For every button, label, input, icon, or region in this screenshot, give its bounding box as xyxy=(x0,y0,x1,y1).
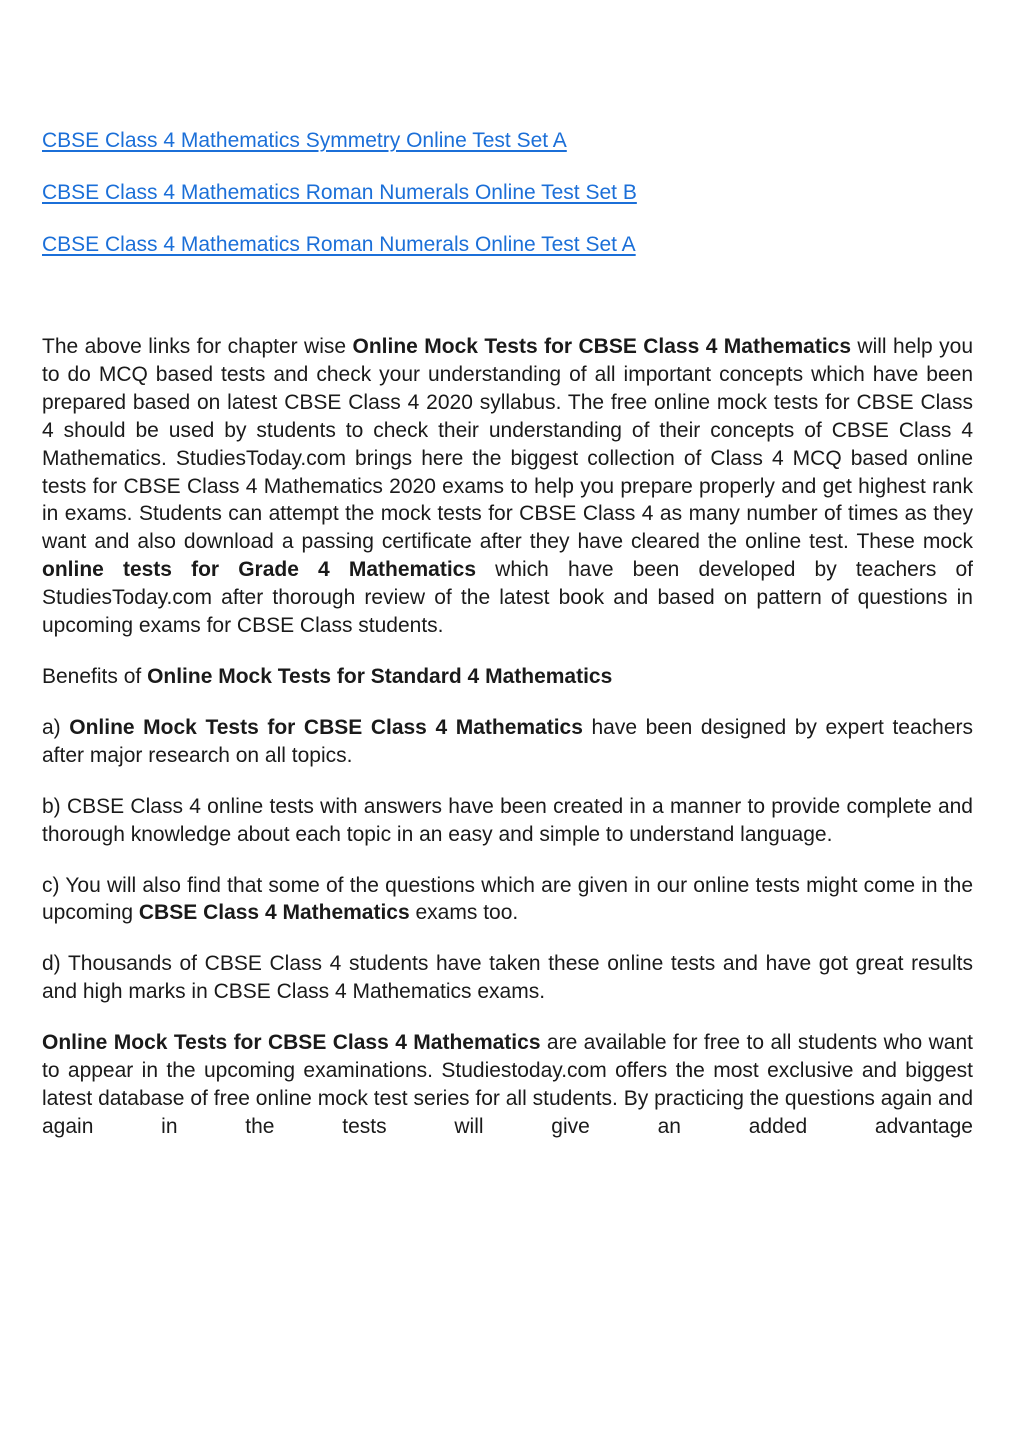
intro-text-2: will help you to do MCQ based tests and check your understanding of all important concepts which have been prepared based on latest CBSE Class 4 2020 syllabus. The free online mock tests for CBSE Class 4 should be used by students to check their understanding of their concepts of CBSE Class 4 Mathematics. StudiesToday.com brings here the biggest collection of Class 4 MCQ based online tests for CBSE Class 4 Mathematics 2020 exams to help you prepare properly and get highest rank in exams. Students can attempt the mock tests for CBSE Class 4 as many number of times as they want and also download a passing certificate after they have cleared the online test. These mock xyxy=(42,335,973,554)
intro-text-3: which have been developed by teachers of StudiesToday.com after thorough review of the latest book and based on pattern of questions in upcoming exams for CBSE Class students. xyxy=(42,558,973,638)
intro-bold-1: Online Mock Tests for CBSE Class 4 Mathematics xyxy=(352,335,852,358)
point-c-text-1: c) You will also find that some of the questions which are given in our online tests might come in the upcoming xyxy=(42,873,973,925)
point-a-paragraph xyxy=(42,714,973,770)
closing-paragraph xyxy=(42,1029,973,1141)
point-b-paragraph xyxy=(42,793,973,849)
benefits-text: Benefits of xyxy=(42,664,148,688)
intro-bold-2: online tests for Grade 4 Mathematics xyxy=(42,558,477,582)
point-c-text-2: exams too. xyxy=(409,901,519,925)
link-roman-numerals-set-b[interactable]: CBSE Class 4 Mathematics Roman Numerals Online Test Set B xyxy=(42,181,637,204)
benefits-heading xyxy=(42,663,973,691)
intro-paragraph xyxy=(42,333,973,640)
test-links-list xyxy=(42,124,973,262)
point-a-bold: Online Mock Tests for CBSE Class 4 Mathematics xyxy=(69,715,583,739)
point-c-paragraph xyxy=(42,872,973,928)
point-d-text: d) Thousands of CBSE Class 4 students have taken these online tests and have got great results and high marks in CBSE Class 4 Mathematics exams. xyxy=(42,952,973,1004)
point-a-text-1: a) xyxy=(42,715,70,739)
document-page xyxy=(42,124,973,1141)
benefits-bold: Online Mock Tests for Standard 4 Mathematics xyxy=(147,664,613,688)
intro-text-1: The above links for chapter wise xyxy=(42,335,353,358)
point-a-text-2: have been designed by expert teachers after major research on all topics. xyxy=(42,715,973,767)
closing-bold: Online Mock Tests for CBSE Class 4 Mathematics xyxy=(42,1031,541,1055)
link-symmetry-set-a[interactable]: CBSE Class 4 Mathematics Symmetry Online Test Set A xyxy=(42,129,567,152)
point-b-text: b) CBSE Class 4 online tests with answers have been created in a manner to provide complete and thorough knowledge about each topic in an easy and simple to understand language. xyxy=(42,794,973,846)
point-c-bold: CBSE Class 4 Mathematics xyxy=(138,901,410,925)
closing-text: are available for free to all students who want to appear in the upcoming examinations. Studiestoday.com offers the most exclusive and biggest latest database of free online mock test series for all students. By practicing the questions again and again in the tests will give an added advantage xyxy=(42,1031,973,1138)
point-d-paragraph xyxy=(42,950,973,1006)
link-roman-numerals-set-a[interactable]: CBSE Class 4 Mathematics Roman Numerals Online Test Set A xyxy=(42,233,636,256)
